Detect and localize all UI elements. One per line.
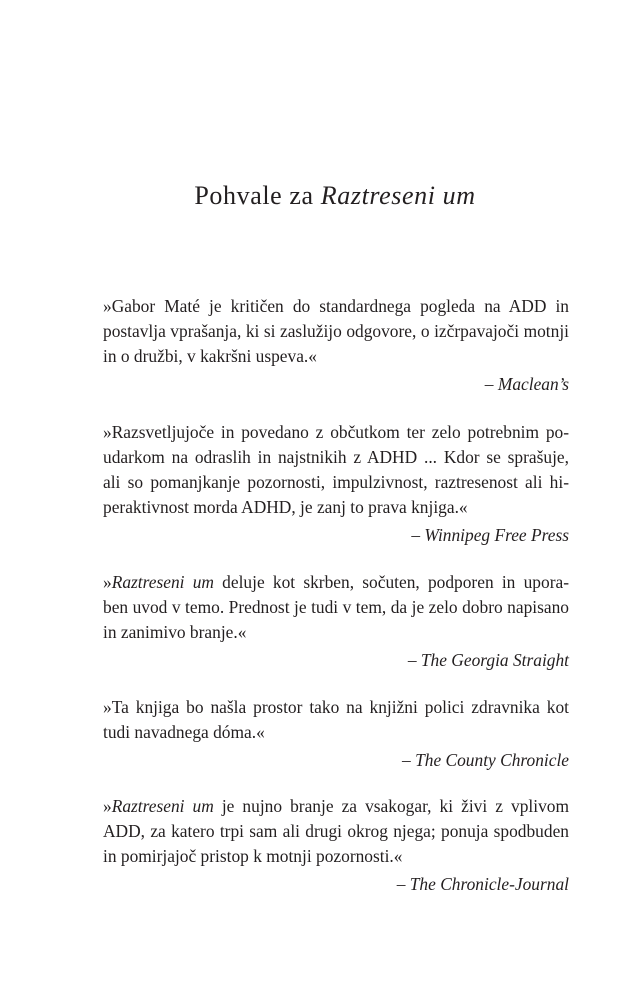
praise-quote-2 xyxy=(103,420,569,548)
quote-line: »Razsvetljujoče in povedano z občutkom ter zelo potrebnim po- xyxy=(103,422,569,442)
quote-line: peraktivnost morda ADHD, je zanj to prava knjiga.« xyxy=(103,497,468,517)
quote-text xyxy=(103,794,569,869)
quote-line: ADD, za katero trpi sam ali drugi okrog njega; ponuja spodbuden xyxy=(103,821,569,841)
praise-quote-5 xyxy=(103,794,569,897)
quote-line: in pomirjajoč pristop k motnji pozornosti.« xyxy=(103,846,403,866)
quote-line: in o družbi, v kakršni uspeva.« xyxy=(103,346,317,366)
quote-line: tudi navadnega dóma.« xyxy=(103,722,265,742)
page-title-book: Raztreseni um xyxy=(320,181,476,210)
quote-open-mark: » xyxy=(103,796,112,816)
book-title-inline: Raztreseni um xyxy=(111,572,214,592)
praise-quote-4 xyxy=(103,695,569,773)
quote-line xyxy=(103,794,569,819)
quote-open-mark: » xyxy=(103,572,112,592)
page-title xyxy=(0,181,636,211)
praise-quote-1 xyxy=(103,294,569,397)
page-title-prefix: Pohvale za xyxy=(194,181,321,210)
quote-text xyxy=(103,420,569,520)
quote-line: ben uvod v temo. Prednost je tudi v tem, da je zelo dobro napisano xyxy=(103,597,569,617)
quote-line: »Gabor Maté je kritičen do standardnega pogleda na ADD in xyxy=(103,296,569,316)
quote-source: – The Georgia Straight xyxy=(407,650,569,670)
quote-line: »Ta knjiga bo našla prostor tako na knjižni polici zdravnika kot xyxy=(103,697,569,717)
book-title-inline: Raztreseni um xyxy=(111,796,214,816)
quote-text xyxy=(103,294,569,369)
quote-text xyxy=(103,570,569,645)
quote-source: – The Chronicle-Journal xyxy=(396,874,569,894)
quote-line: ali so pomanjkanje pozornosti, impulzivnost, raztresenost ali hi- xyxy=(103,472,569,492)
quote-source: – Winnipeg Free Press xyxy=(411,525,569,545)
quote-line-rest: je nujno branje za vsakogar, ki živi z vplivom xyxy=(213,796,569,816)
quote-text xyxy=(103,695,569,745)
quote-source: – Maclean’s xyxy=(484,374,569,394)
quote-line: udarkom na odraslih in najstnikih z ADHD ... Kdor se sprašuje, xyxy=(103,447,569,467)
praise-quote-3 xyxy=(103,570,569,673)
quote-line-rest: deluje kot skrben, sočuten, podporen in upora- xyxy=(213,572,569,592)
quote-line: postavlja vprašanja, ki si zaslužijo odgovore, o izčrpavajoči motnji xyxy=(103,321,569,341)
quote-line: in zanimivo branje.« xyxy=(103,622,247,642)
quote-line xyxy=(103,570,569,595)
quote-source: – The County Chronicle xyxy=(402,750,569,770)
